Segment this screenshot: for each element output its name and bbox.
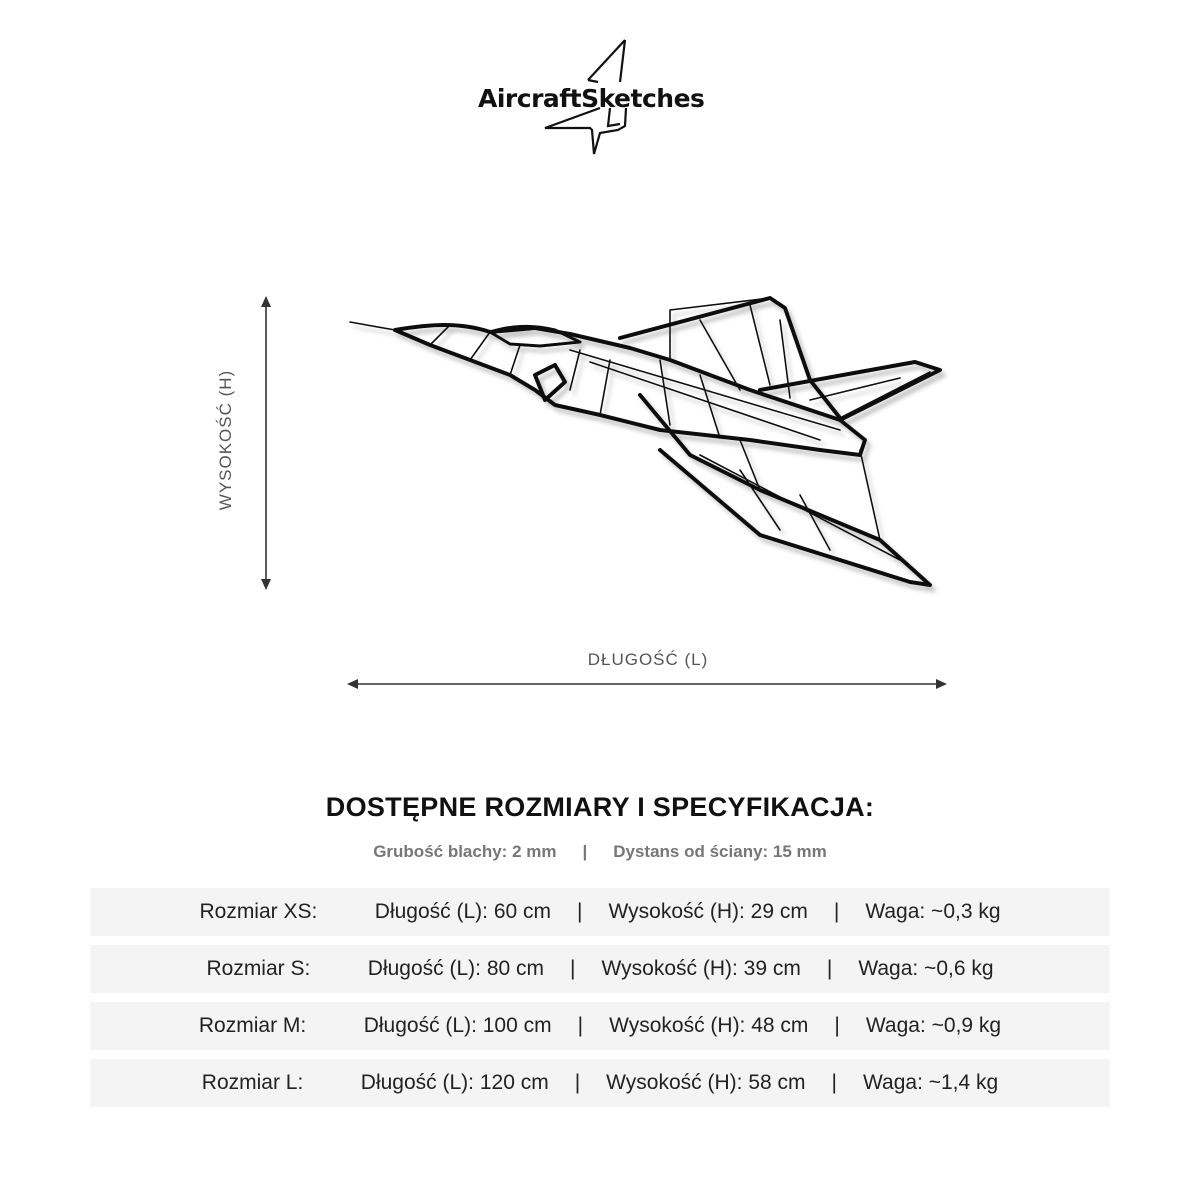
size-weight: Waga: ~0,6 kg — [858, 957, 994, 980]
length-dimension-label: DŁUGOŚĆ (L) — [587, 650, 709, 669]
size-height: Wysokość (H): 39 cm — [601, 957, 801, 980]
size-length: Długość (L): 80 cm — [367, 957, 545, 980]
size-row-m — [90, 1002, 1110, 1050]
size-row-l — [90, 1059, 1110, 1107]
size-label: Rozmiar L: — [201, 1071, 304, 1094]
size-weight: Waga: ~1,4 kg — [862, 1071, 999, 1094]
height-dimension-arrow — [258, 295, 274, 591]
specs-subtitle — [0, 842, 1200, 862]
size-height: Wysokość (H): 48 cm — [609, 1014, 809, 1037]
aircraft-silhouette — [340, 290, 960, 610]
size-row-xs — [90, 888, 1110, 936]
size-label: Rozmiar S: — [206, 957, 311, 980]
size-row-s — [90, 945, 1110, 993]
wall-distance: Dystans od ściany: 15 mm — [613, 842, 827, 861]
separator: | — [577, 1014, 584, 1037]
size-height: Wysokość (H): 58 cm — [606, 1071, 806, 1094]
specs-title: DOSTĘPNE ROZMIARY I SPECYFIKACJA: — [325, 792, 875, 822]
separator: | — [826, 957, 833, 980]
size-length: Długość (L): 60 cm — [374, 900, 552, 923]
separator: | — [833, 900, 840, 923]
brand-logo — [470, 38, 730, 158]
separator: | — [570, 957, 576, 980]
separator: | — [582, 842, 588, 861]
separator: | — [834, 1014, 840, 1037]
brand-name: AircraftSketches — [478, 84, 705, 113]
size-length: Długość (L): 120 cm — [360, 1071, 549, 1094]
size-length: Długość (L): 100 cm — [363, 1014, 552, 1037]
height-dimension-label: WYSOKOŚĆ (H) — [216, 369, 235, 511]
separator: | — [574, 1071, 581, 1094]
separator: | — [831, 1071, 837, 1094]
separator: | — [577, 900, 583, 923]
size-weight: Waga: ~0,3 kg — [865, 900, 1001, 923]
sheet-thickness: Grubość blachy: 2 mm — [373, 842, 557, 861]
size-table — [90, 888, 1110, 1116]
size-label: Rozmiar XS: — [199, 900, 318, 923]
length-dimension-arrow — [346, 677, 948, 691]
size-weight: Waga: ~0,9 kg — [865, 1014, 1002, 1037]
size-label: Rozmiar M: — [198, 1014, 307, 1037]
size-height: Wysokość (H): 29 cm — [608, 900, 808, 923]
